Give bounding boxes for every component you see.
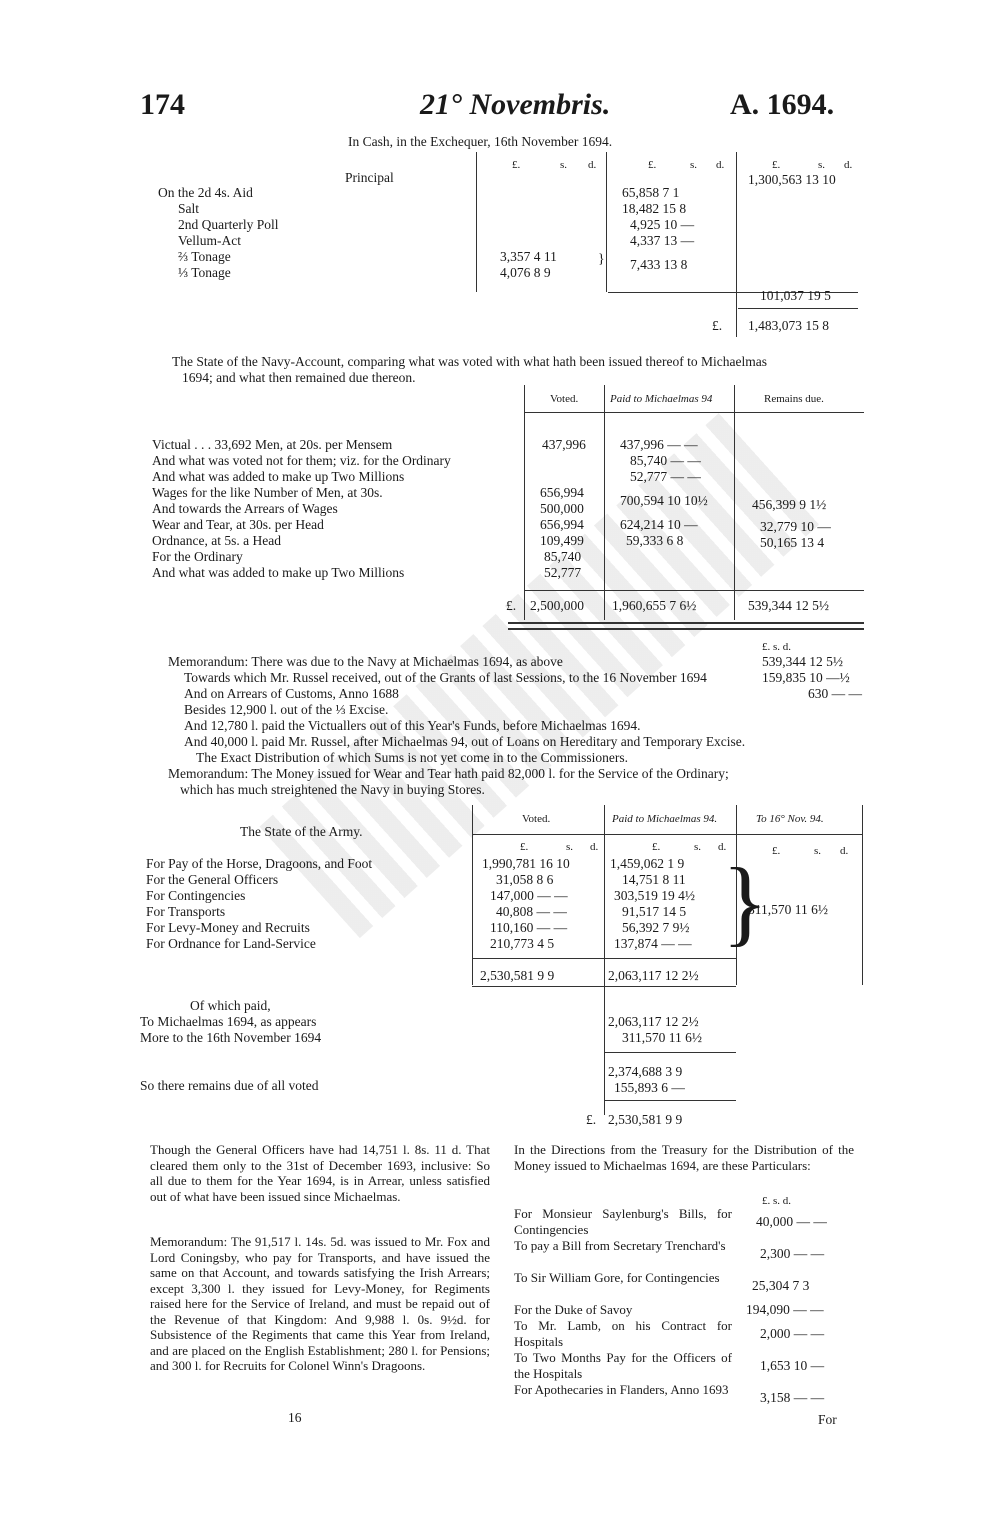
page-number: 174 xyxy=(140,88,185,121)
army-final-sign: £. xyxy=(586,1112,597,1127)
army-cur-s1: s. xyxy=(566,841,574,853)
navy-row-label: And what was voted not for them; viz. for the Ordinary xyxy=(152,453,451,468)
page-year: A. 1694. xyxy=(730,88,835,121)
cash-total: 1,483,073 15 8 xyxy=(748,318,829,333)
army-cur-l1: £. xyxy=(520,841,529,853)
memo-line: Towards which Mr. Russel received, out of the Grants of last Sessions, to the 16 November 1694 xyxy=(184,670,707,685)
army-paid: 56,392 7 9½ xyxy=(622,920,690,935)
army-cur-s2: s. xyxy=(694,841,702,853)
treasury-item-label: To Two Months Pay for the Officers of the Hospitals xyxy=(514,1350,732,1381)
navy-voted: 109,499 xyxy=(540,533,584,548)
memo-line: And 12,780 l. paid the Victuallers out of this Year's Funds, before Michaelmas 1694. xyxy=(184,718,641,733)
treasury-item-amount: 2,300 — — xyxy=(760,1246,825,1261)
cash-cur-l3: £. xyxy=(772,159,781,171)
navy-remains: 32,779 10 — xyxy=(760,519,831,534)
navy-voted: 656,994 xyxy=(540,517,584,532)
navy-row-label: For the Ordinary xyxy=(152,549,243,564)
memo-amount: 159,835 10 —½ xyxy=(762,670,850,685)
cash-cur-d3: d. xyxy=(844,159,853,171)
army-row-label: For Pay of the Horse, Dragoons, and Foot xyxy=(146,856,373,871)
army-col-to: To 16° Nov. 94. xyxy=(756,813,824,825)
navy-total-paid: 1,960,655 7 6½ xyxy=(612,598,697,613)
treasury-item-label: To Mr. Lamb, on his Contract for Hospitals xyxy=(514,1318,732,1349)
army-row-label: For Ordnance for Land-Service xyxy=(146,936,316,951)
navy-row-label: And towards the Arrears of Wages xyxy=(152,501,338,516)
treasury-item-amount: 40,000 — — xyxy=(756,1214,827,1229)
treasury-item-amount: 1,653 10 — xyxy=(760,1358,825,1373)
army-of-which: Of which paid, xyxy=(190,998,271,1013)
memo-line: which has much streightened the Navy in buying Stores. xyxy=(180,782,485,797)
navy-row-label: And what was added to make up Two Millions xyxy=(152,469,405,484)
treasury-item-label: For Apothecaries in Flanders, Anno 1693 xyxy=(514,1382,729,1397)
army-cur-s3: s. xyxy=(814,845,822,857)
page-date: 21° Novembris. xyxy=(420,88,611,121)
cash-row-label: 2nd Quarterly Poll xyxy=(178,217,279,232)
navy-voted: 656,994 xyxy=(540,485,584,500)
navy-remains: 456,399 9 1½ xyxy=(752,497,827,512)
treasury-currency-head: £. s. d. xyxy=(762,1195,792,1207)
cash-cur-s3: s. xyxy=(818,159,826,171)
cash-row-label: Salt xyxy=(178,201,200,216)
army-title: The State of the Army. xyxy=(240,824,363,839)
cash-row-label: Vellum-Act xyxy=(178,233,241,248)
treasury-item-amount: 2,000 — — xyxy=(760,1326,825,1341)
navy-title-a: The State of the Navy-Account, comparing what was voted with what hath been issued thereof to Michaelmas xyxy=(172,354,767,369)
transports-memorandum: Memorandum: The 91,517 l. 14s. 5d. was issued to Mr. Fox and Lord Coningsby, who pay for Transports, and have issued the same on that Account, and towards satisfying the Irish Arrears; except 3,300 l. they issued for Levy-Money, for Regiments raised here for the Service of Ireland, and must be repaid out of the Revenue of that Kingdom: And 9,988 l. 0s. 9½d. for Subsistence of the Regiments that came this Year from Ireland, and are placed on the English Establishment; 280 l. for Pensions; and 300 l. for Recruits for Colonel Winn's Dragoons. xyxy=(150,1234,490,1373)
army-paid: 137,874 — — xyxy=(614,936,692,951)
cash-row-label: ⅔ Tonage xyxy=(178,249,231,264)
navy-col-remains: Remains due. xyxy=(764,393,824,405)
cash-cur-s2: s. xyxy=(690,159,698,171)
navy-total-sign: £. xyxy=(506,598,517,613)
cash-principal-value: 3,357 4 11 xyxy=(500,249,557,264)
general-officers-paragraph: Though the General Officers have had 14,751 l. 8s. 11 d. That cleared them only to the 31st of December 1693, inclusive: So all due to them for the Year 1694, is in Arrear, unless satisfied out of what have been issued since Michaelmas. xyxy=(150,1142,490,1204)
cash-col2-value: 65,858 7 1 xyxy=(622,185,680,200)
memo-currency-head: £. s. d. xyxy=(762,641,792,653)
army-paid-line: More to the 16th November 1694 xyxy=(140,1030,322,1045)
army-cur-l2: £. xyxy=(652,841,661,853)
army-remains-label: So there remains due of all voted xyxy=(140,1078,319,1093)
cash-row-label: ⅓ Tonage xyxy=(178,265,231,280)
cash-cur-s1: s. xyxy=(560,159,568,171)
treasury-item-label: To pay a Bill from Secretary Trenchard's xyxy=(514,1238,726,1253)
army-col-voted: Voted. xyxy=(522,813,551,825)
cash-title: In Cash, in the Exchequer, 16th November 1694. xyxy=(348,134,613,149)
army-voted: 210,773 4 5 xyxy=(490,936,555,951)
navy-total-voted: 2,500,000 xyxy=(530,598,584,613)
navy-row-label: Victual . . . 33,692 Men, at 20s. per Mensem xyxy=(152,437,393,452)
army-voted: 147,000 — — xyxy=(490,888,568,903)
cash-col2-value: 18,482 15 8 xyxy=(622,201,687,216)
army-to-value: 311,570 11 6½ xyxy=(748,902,828,917)
navy-paid: 437,996 — — xyxy=(620,437,698,452)
treasury-item-amount: 3,158 — — xyxy=(760,1390,825,1405)
army-voted: 110,160 — — xyxy=(490,920,568,935)
army-voted: 1,990,781 16 10 xyxy=(482,856,570,871)
navy-remains: 50,165 13 4 xyxy=(760,535,825,550)
army-cur-d2: d. xyxy=(718,841,727,853)
army-cur-d3: d. xyxy=(840,845,849,857)
memo-line: And on Arrears of Customs, Anno 1688 xyxy=(184,686,399,701)
navy-paid: 59,333 6 8 xyxy=(626,533,684,548)
treasury-directions-intro: In the Directions from the Treasury for the Distribution of the Money issued to Michaelmas 1694, are these Particulars: xyxy=(514,1142,854,1173)
memo-amount: 630 — — xyxy=(808,686,862,701)
navy-voted: 52,777 xyxy=(544,565,582,580)
treasury-item-label: For the Duke of Savoy xyxy=(514,1302,633,1317)
army-paid: 91,517 14 5 xyxy=(622,904,687,919)
army-row-label: For Transports xyxy=(146,904,226,919)
memo-line: Besides 12,900 l. out of the ⅓ Excise. xyxy=(184,702,389,717)
navy-voted: 437,996 xyxy=(542,437,586,452)
army-row-label: For Contingencies xyxy=(146,888,246,903)
navy-total-remains: 539,344 12 5½ xyxy=(748,598,829,613)
cash-cur-d1: d. xyxy=(588,159,597,171)
memo-line: And 40,000 l. paid Mr. Russel, after Michaelmas 94, out of Loans on Hereditary and Temporary Excise. xyxy=(184,734,746,749)
cash-cur-d2: d. xyxy=(716,159,725,171)
army-cur-l3: £. xyxy=(772,845,781,857)
army-paid-amount: 2,063,117 12 2½ xyxy=(608,1014,699,1029)
army-paid: 303,519 19 4½ xyxy=(614,888,695,903)
army-paid: 1,459,062 1 9 xyxy=(610,856,685,871)
navy-paid: 52,777 — — xyxy=(630,469,701,484)
navy-col-voted: Voted. xyxy=(550,393,579,405)
army-final-total: 2,530,581 9 9 xyxy=(608,1112,683,1127)
navy-voted: 85,740 xyxy=(544,549,582,564)
army-row-label: For Levy-Money and Recruits xyxy=(146,920,310,935)
navy-voted: 500,000 xyxy=(540,501,584,516)
treasury-item-label: To Sir William Gore, for Contingencies xyxy=(514,1270,720,1285)
treasury-item-label: For Monsieur Saylenburg's Bills, for Contingencies xyxy=(514,1206,732,1237)
navy-row-label: Wear and Tear, at 30s. per Head xyxy=(152,517,324,532)
cash-principal-head: Principal xyxy=(345,170,394,185)
cash-row-label: On the 2d 4s. Aid xyxy=(158,185,253,200)
army-paid-line: To Michaelmas 1694, as appears xyxy=(140,1014,317,1029)
army-voted: 31,058 8 6 xyxy=(496,872,554,887)
navy-paid: 624,214 10 — xyxy=(620,517,698,532)
cash-total-sign: £. xyxy=(712,318,723,333)
cash-cur-l1: £. xyxy=(512,159,521,171)
treasury-item-amount: 25,304 7 3 xyxy=(752,1278,810,1293)
memo-line: Memorandum: There was due to the Navy at Michaelmas 1694, as above xyxy=(168,654,563,669)
cash-col3-value: 1,300,563 13 10 xyxy=(748,172,836,187)
army-voted: 40,808 — — xyxy=(496,904,567,919)
catchword: For xyxy=(818,1412,837,1427)
navy-paid: 85,740 — — xyxy=(630,453,701,468)
army-cur-d1: d. xyxy=(590,841,599,853)
cash-col2-value: 4,337 13 — xyxy=(630,233,695,248)
cash-col2-value: 4,925 10 — xyxy=(630,217,695,232)
army-row-label: For the General Officers xyxy=(146,872,279,887)
army-col-paid: Paid to Michaelmas 94. xyxy=(612,813,718,825)
signature-mark: 16 xyxy=(288,1410,302,1425)
navy-row-label: Wages for the like Number of Men, at 30s. xyxy=(152,485,383,500)
army-sum-line: 2,374,688 3 9 xyxy=(608,1064,683,1079)
army-total-voted: 2,530,581 9 9 xyxy=(480,968,555,983)
cash-principal-value: 4,076 8 9 xyxy=(500,265,551,280)
army-paid-amount: 311,570 11 6½ xyxy=(622,1030,702,1045)
memo-line: Memorandum: The Money issued for Wear and Tear hath paid 82,000 l. for the Service of the Ordinary; xyxy=(168,766,729,781)
navy-paid: 700,594 10 10½ xyxy=(620,493,708,508)
navy-row-label: Ordnance, at 5s. a Head xyxy=(152,533,281,548)
army-total-paid: 2,063,117 12 2½ xyxy=(608,968,699,983)
memo-line: The Exact Distribution of which Sums is not yet come in to the Commissioners. xyxy=(196,750,628,765)
treasury-item-amount: 194,090 — — xyxy=(746,1302,824,1317)
cash-subtotal: 101,037 19 5 xyxy=(760,288,831,303)
memo-amount: 539,344 12 5½ xyxy=(762,654,843,669)
army-remains-amount: 155,893 6 — xyxy=(614,1080,685,1095)
cash-cur-l2: £. xyxy=(648,159,657,171)
navy-title-b: 1694; and what then remained due thereon. xyxy=(182,370,416,385)
army-paid: 14,751 8 11 xyxy=(622,872,686,887)
navy-row-label: And what was added to make up Two Millions xyxy=(152,565,405,580)
cash-col2-value: 7,433 13 8 xyxy=(630,257,688,272)
navy-col-paid: Paid to Michaelmas 94 xyxy=(610,393,713,405)
